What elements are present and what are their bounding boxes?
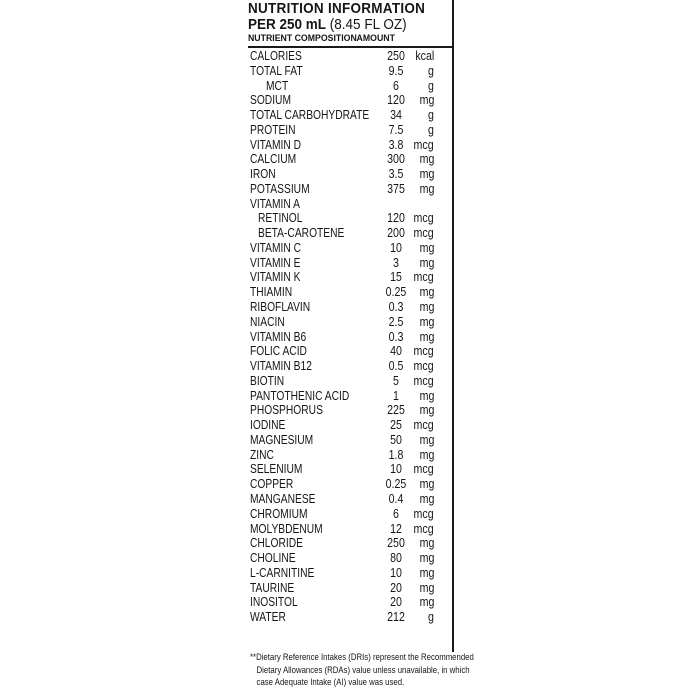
- nutrient-unit: mg: [419, 595, 434, 610]
- nutrient-name: RIBOFLAVIN: [250, 300, 311, 315]
- nutrient-amount: 120: [387, 93, 405, 108]
- nutrient-row: [248, 551, 452, 566]
- nutrient-name: VITAMIN K: [250, 270, 301, 285]
- nutrient-unit: mcg: [413, 359, 434, 374]
- nutrient-name: WATER: [250, 610, 286, 625]
- nutrient-unit: g: [428, 610, 434, 625]
- nutrient-row: [248, 256, 452, 271]
- nutrient-amount: 120: [387, 211, 405, 226]
- nutrient-amount: 0.4: [388, 491, 404, 506]
- nutrient-row: [248, 374, 452, 389]
- nutrient-unit: mg: [419, 152, 434, 167]
- nutrient-name: ZINC: [250, 447, 274, 462]
- nutrient-name: TOTAL CARBOHYDRATE: [250, 108, 370, 123]
- nutrient-unit: mg: [419, 388, 434, 403]
- nutrient-unit: mg: [419, 403, 434, 418]
- nutrient-row: [248, 226, 452, 241]
- serving-size-metric: PER 250 mL: [248, 16, 327, 33]
- nutrient-unit: mcg: [413, 521, 434, 536]
- nutrient-amount: 7.5: [388, 122, 404, 137]
- nutrient-name: FOLIC ACID: [250, 344, 307, 359]
- footnote-line-2: Dietary Allowances (RDAs) value unless unavailable, in which: [256, 664, 470, 676]
- nutrient-row: [248, 167, 452, 182]
- nutrient-name: MAGNESIUM: [250, 432, 314, 447]
- nutrient-unit: mcg: [413, 270, 434, 285]
- column-header-row: [248, 33, 436, 44]
- nutrient-row: [248, 389, 452, 404]
- nutrient-unit: mg: [419, 285, 434, 300]
- nutrient-name: CHOLINE: [250, 551, 296, 566]
- nutrient-row: [248, 93, 452, 108]
- nutrient-row: [248, 610, 452, 625]
- nutrient-unit: kcal: [415, 49, 434, 63]
- nutrient-name: NIACIN: [250, 314, 285, 329]
- nutrient-amount: 6: [393, 506, 399, 521]
- nutrient-unit: mg: [419, 432, 434, 447]
- nutrient-name: VITAMIN D: [250, 137, 302, 152]
- nutrient-unit: g: [428, 78, 434, 93]
- nutrient-list: [248, 49, 452, 625]
- nutrient-row: [248, 581, 452, 596]
- nutrient-unit: mcg: [413, 226, 434, 241]
- nutrient-row: [248, 344, 452, 359]
- nutrient-amount: 34: [390, 108, 402, 123]
- nutrient-unit: mcg: [413, 344, 434, 359]
- nutrient-row: [248, 123, 452, 138]
- nutrient-row: [248, 477, 452, 492]
- nutrient-unit: mcg: [413, 462, 434, 477]
- nutrient-amount: 50: [390, 432, 402, 447]
- nutrient-row: [248, 182, 452, 197]
- nutrient-amount: 10: [390, 462, 402, 477]
- nutrient-name: VITAMIN B6: [250, 329, 307, 344]
- nutrient-row: [248, 330, 452, 345]
- nutrient-amount: 80: [390, 551, 402, 566]
- nutrient-name: MANGANESE: [250, 491, 316, 506]
- nutrient-name: VITAMIN C: [250, 240, 302, 255]
- nutrient-amount: 1.8: [388, 447, 404, 462]
- nutrient-row: [248, 211, 452, 226]
- nutrient-amount: 0.5: [388, 359, 404, 374]
- nutrient-row: [248, 285, 452, 300]
- nutrient-amount: 212: [387, 610, 405, 625]
- nutrient-row: [248, 433, 452, 448]
- nutrient-name: BIOTIN: [250, 373, 285, 388]
- nutrient-unit: mg: [419, 477, 434, 492]
- nutrient-unit: g: [428, 108, 434, 123]
- nutrient-amount: 12: [390, 521, 402, 536]
- nutrient-row: [248, 241, 452, 256]
- nutrient-amount: 3.8: [388, 137, 404, 152]
- nutrient-name: PANTOTHENIC ACID: [250, 388, 350, 403]
- nutrient-name: VITAMIN A: [250, 196, 300, 211]
- nutrient-name: SODIUM: [250, 93, 291, 108]
- nutrient-name: IRON: [250, 167, 276, 182]
- nutrient-amount: 10: [390, 565, 402, 580]
- nutrient-name: VITAMIN B12: [250, 359, 312, 374]
- footnote-line-3: case Adequate Intake (AI) value was used.: [256, 677, 405, 688]
- nutrient-amount: 0.3: [388, 329, 404, 344]
- nutrient-row: [248, 595, 452, 610]
- nutrient-amount: 9.5: [388, 63, 404, 78]
- nutrient-row: [248, 566, 452, 581]
- nutrient-amount: 3: [393, 255, 399, 270]
- nutrient-name: PROTEIN: [250, 122, 296, 137]
- label-right-border: [452, 0, 454, 652]
- label-title: NUTRITION INFORMATION: [248, 0, 426, 17]
- nutrient-unit: mg: [419, 329, 434, 344]
- nutrient-unit: mg: [419, 167, 434, 182]
- nutrient-row: [248, 315, 452, 330]
- nutrient-row: [248, 108, 452, 123]
- column-header-composition: NUTRIENT COMPOSITION: [248, 33, 357, 44]
- header-divider: [248, 46, 452, 48]
- nutrient-unit: mg: [419, 181, 434, 196]
- nutrient-amount: 200: [387, 226, 405, 241]
- nutrient-name: BETA-CAROTENE: [258, 226, 345, 241]
- nutrient-name: CHROMIUM: [250, 506, 308, 521]
- nutrient-amount: 15: [390, 270, 402, 285]
- nutrient-name: CHLORIDE: [250, 536, 303, 551]
- nutrient-amount: 6: [393, 78, 399, 93]
- nutrient-row: [248, 270, 452, 285]
- nutrient-name: L-CARNITINE: [250, 565, 315, 580]
- nutrient-unit: mg: [419, 447, 434, 462]
- nutrient-row: [248, 448, 452, 463]
- footnote-line-1: **Dietary Reference Intakes (DRIs) represent the Recommended: [250, 652, 474, 663]
- nutrient-row: [248, 462, 452, 477]
- nutrient-name: VITAMIN E: [250, 255, 301, 270]
- nutrient-amount: 3.5: [388, 167, 404, 182]
- nutrient-row: [248, 64, 452, 79]
- nutrient-unit: g: [428, 63, 434, 78]
- nutrient-unit: mg: [419, 93, 434, 108]
- nutrient-unit: mcg: [413, 373, 434, 388]
- nutrient-unit: mg: [419, 240, 434, 255]
- serving-size: [248, 16, 407, 33]
- nutrient-unit: mg: [419, 580, 434, 595]
- nutrient-unit: mg: [419, 551, 434, 566]
- nutrient-amount: 0.25: [385, 285, 407, 300]
- nutrient-name: SELENIUM: [250, 462, 303, 477]
- nutrient-amount: 225: [387, 403, 405, 418]
- nutrient-row: [248, 492, 452, 507]
- nutrient-row: [248, 152, 452, 167]
- nutrient-amount: 0.25: [385, 477, 407, 492]
- nutrient-row: [248, 359, 452, 374]
- nutrient-amount: 300: [387, 152, 405, 167]
- nutrient-name: INOSITOL: [250, 595, 298, 610]
- nutrient-name: PHOSPHORUS: [250, 403, 323, 418]
- nutrient-unit: mg: [419, 536, 434, 551]
- footnote: [250, 652, 474, 690]
- nutrient-amount: 10: [390, 240, 402, 255]
- nutrient-name: COPPER: [250, 477, 294, 492]
- nutrient-unit: mcg: [413, 211, 434, 226]
- nutrient-row: [248, 418, 452, 433]
- nutrient-unit: mg: [419, 314, 434, 329]
- nutrient-row: [248, 49, 452, 64]
- nutrient-amount: 40: [390, 344, 402, 359]
- nutrient-unit: mg: [419, 300, 434, 315]
- nutrient-row: [248, 536, 452, 551]
- nutrient-row: [248, 79, 452, 94]
- nutrient-name: CALORIES: [250, 49, 302, 63]
- nutrient-unit: mg: [419, 491, 434, 506]
- nutrient-unit: g: [428, 122, 434, 137]
- nutrient-amount: 20: [390, 595, 402, 610]
- nutrient-amount: 250: [387, 49, 405, 63]
- nutrient-amount: 1: [393, 388, 399, 403]
- nutrient-name: TAURINE: [250, 580, 295, 595]
- nutrient-row: [248, 522, 452, 537]
- nutrient-name: MCT: [266, 78, 289, 93]
- nutrient-name: CALCIUM: [250, 152, 297, 167]
- nutrient-amount: 250: [387, 536, 405, 551]
- nutrient-unit: mg: [419, 255, 434, 270]
- serving-size-imperial: (8.45 FL OZ): [326, 16, 407, 33]
- nutrient-name: RETINOL: [258, 211, 303, 226]
- nutrient-amount: 5: [393, 373, 399, 388]
- nutrient-name: TOTAL FAT: [250, 63, 303, 78]
- nutrient-name: MOLYBDENUM: [250, 521, 323, 536]
- nutrient-row: [248, 197, 452, 212]
- nutrient-amount: 375: [387, 181, 405, 196]
- nutrient-unit: mg: [419, 565, 434, 580]
- nutrient-unit: mcg: [413, 506, 434, 521]
- nutrient-amount: 20: [390, 580, 402, 595]
- nutrient-row: [248, 300, 452, 315]
- nutrient-row: [248, 403, 452, 418]
- nutrient-name: THIAMIN: [250, 285, 293, 300]
- nutrient-amount: 0.3: [388, 300, 404, 315]
- nutrient-name: POTASSIUM: [250, 181, 310, 196]
- nutrient-amount: 25: [390, 418, 402, 433]
- nutrient-unit: mcg: [413, 418, 434, 433]
- nutrient-name: IODINE: [250, 418, 286, 433]
- nutrient-row: [248, 507, 452, 522]
- nutrient-amount: 2.5: [388, 314, 404, 329]
- column-header-amount: AMOUNT: [356, 33, 395, 44]
- nutrient-row: [248, 138, 452, 153]
- nutrient-unit: mcg: [413, 137, 434, 152]
